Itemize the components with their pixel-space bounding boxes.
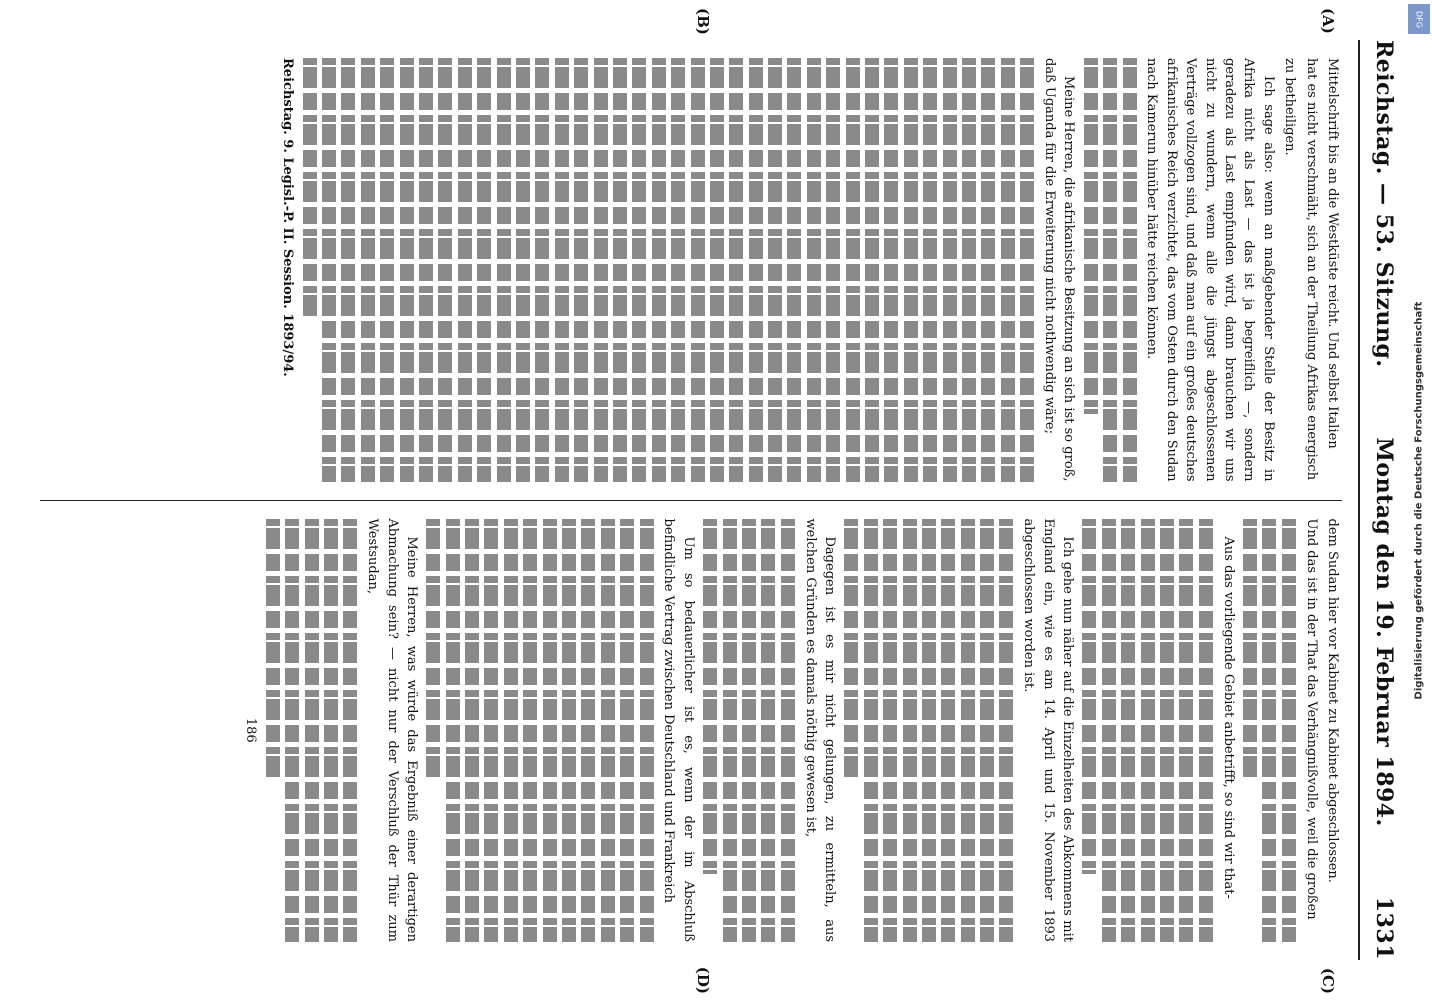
text-line (1103, 58, 1117, 482)
text-line (768, 58, 782, 482)
text-line (555, 58, 569, 482)
right-line-2: Und das ist in der That das Verhängnißvolle, weil die großen (1303, 518, 1319, 920)
text-line (904, 58, 918, 482)
text-line (1141, 519, 1155, 943)
dfg-logo: DFG (1408, 4, 1430, 34)
text-line (620, 519, 634, 943)
text-line (342, 58, 356, 482)
text-line (922, 519, 936, 943)
digitization-stamp-text: Digitalisierung gefördert durch die Deutsche Forschungsgemeinschaft (1413, 301, 1425, 699)
text-line (1123, 58, 1137, 482)
text-line (438, 58, 452, 482)
text-line (729, 58, 743, 482)
text-line (1243, 519, 1257, 782)
right-paragraph-2: Aus das vorliegende Gebiet anbetrifft, so sind wir that- (1220, 536, 1236, 899)
text-line (1082, 519, 1096, 875)
text-line (322, 58, 336, 482)
text-line (594, 58, 608, 482)
margin-marker-c: (C) (1319, 967, 1337, 994)
text-line (426, 519, 440, 782)
text-line (324, 519, 338, 943)
header-rule (1358, 40, 1360, 960)
text-line (574, 58, 588, 482)
text-line (285, 519, 299, 943)
left-paragraph-2: Ich sage also: wenn an maßgebender Stelle der Besitz in Afrika nicht als Last — das ist ja begreiflich —, sondern geradezu als Last empfunden wird, dann brauchen wir uns nicht zu wundern, wenn alle die jüngst abgeschlossenen Verträge vollzogen sind, und daß man auf ein großes deutsches afrikanisches Reich verzichtet, das vom Osten durch den Sudan nach Kamerun hinüber hätte reichen können. (1144, 58, 1276, 482)
text-line (504, 519, 518, 943)
text-line (652, 58, 666, 482)
margin-marker-b: (B) (694, 8, 712, 35)
text-line (465, 519, 479, 943)
text-line (781, 519, 795, 943)
text-line (923, 58, 937, 482)
header-left: Reichstag. — 53. Sitzung. (1371, 40, 1397, 368)
text-line (671, 58, 685, 482)
right-line-1: dem Sudan hier vor Kabinet zu Kabinet abgeschlossen. (1325, 518, 1340, 883)
text-line (1179, 519, 1193, 943)
text-line (749, 58, 763, 482)
right-paragraph-6: Meine Herren, was würde das Ergebniß einer derartigen Abmachung sein? — nicht nur der Verschluß der Thür zum Westsudan, (365, 518, 419, 942)
text-line (458, 58, 472, 482)
text-line (497, 58, 511, 482)
text-line (1102, 519, 1116, 943)
header-page-number: 1331 (1371, 896, 1397, 960)
margin-marker-d: (D) (694, 966, 712, 994)
right-page-number: 186 (243, 717, 259, 743)
text-line (742, 519, 756, 943)
text-line (543, 519, 557, 943)
text-line (703, 519, 717, 875)
text-line (305, 519, 319, 943)
text-line (723, 519, 737, 943)
left-line-2: hat es nicht verschmäht, sich an der Theilung Afrikas energisch (1303, 58, 1319, 481)
right-paragraph-4: Dagegen ist es mir nicht gelungen, zu ermitteln, aus welchen Gründen es damals nöthig gewesen ist, (802, 518, 837, 942)
text-line (523, 519, 537, 943)
text-line (640, 519, 654, 943)
header-center: Montag den 19. Februar 1894. (1371, 437, 1397, 827)
text-line (1020, 58, 1034, 482)
text-line (761, 519, 775, 943)
text-line (613, 58, 627, 482)
text-line (943, 58, 957, 482)
text-line (400, 58, 414, 482)
text-line (864, 519, 878, 943)
text-line (903, 519, 917, 943)
text-line (865, 58, 879, 482)
margin-marker-a: (A) (1319, 8, 1337, 34)
text-line (419, 58, 433, 482)
text-line (691, 58, 705, 482)
right-paragraph-3: Ich gehe nun näher auf die Einzelheiten des Abkommens mit England ein, wie es am 14. April und 15. November 1893 abgeschlossen worden ist. (1021, 518, 1076, 942)
text-line (844, 519, 858, 782)
text-line (446, 519, 460, 943)
text-line (516, 58, 530, 482)
text-line (807, 58, 821, 482)
text-line (981, 58, 995, 482)
page-header (1364, 40, 1404, 960)
left-column (40, 40, 1342, 500)
left-line-3: zu betheiligen. (1282, 58, 1298, 156)
text-line (1121, 519, 1135, 943)
text-line (484, 519, 498, 943)
text-line (601, 519, 615, 943)
text-line (1262, 519, 1276, 943)
text-line (884, 58, 898, 482)
text-line (477, 58, 491, 482)
text-line (941, 519, 955, 943)
text-line (999, 519, 1013, 943)
text-line (1001, 58, 1015, 482)
text-line (787, 58, 801, 482)
text-line (361, 58, 375, 482)
text-line (535, 58, 549, 482)
text-line (1160, 519, 1174, 943)
text-line (980, 519, 994, 943)
text-line (1084, 58, 1098, 414)
text-line (846, 58, 860, 482)
text-line (961, 519, 975, 943)
text-line (962, 58, 976, 482)
text-line (303, 58, 317, 321)
text-columns (40, 40, 1342, 960)
left-paragraph-3: Meine Herren, die afrikanische Besitzung an sich ist so groß, daß Uganda für die Erweiterung nicht nothwendig wäre; (1041, 58, 1077, 482)
text-line (826, 58, 840, 482)
text-line (632, 58, 646, 482)
right-paragraph-5: Um so bedauerlicher ist es, wenn der im Abschluß befindliche Vertrag zwischen Deutschland und Frankreich (661, 518, 696, 942)
text-line (1199, 519, 1213, 943)
text-line (562, 519, 576, 943)
right-column (40, 500, 1342, 961)
text-line (1282, 519, 1296, 943)
left-line-1: Mittelschrift bis an die Westküste reicht. Und selbst Italien (1325, 58, 1340, 449)
text-line (883, 519, 897, 943)
digitization-stamp (1406, 0, 1432, 1000)
text-line (380, 58, 394, 482)
text-line (266, 519, 280, 782)
text-line (343, 519, 357, 943)
text-line (581, 519, 595, 943)
text-line (710, 58, 724, 482)
left-footer: Reichstag. 9. Legisl.-P. II. Session. 1893/94. (280, 58, 296, 377)
